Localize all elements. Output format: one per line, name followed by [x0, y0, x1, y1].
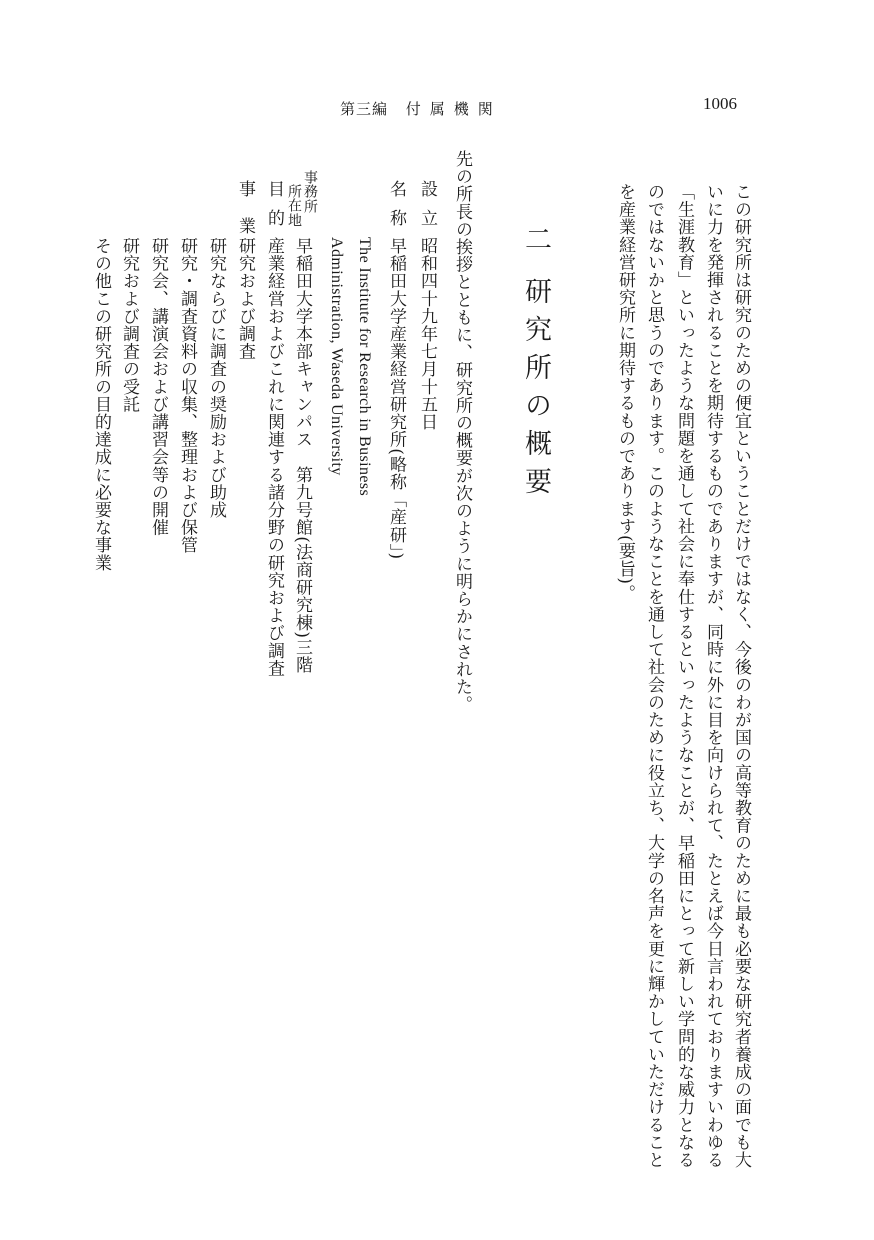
intro-line-4: のではないかと思うのであります。このようなことを通して社会のために役立ち、大学の名声を更に輝かしていただけること [644, 183, 664, 1169]
page-number: 1006 [703, 94, 737, 113]
label-established: 設立 [417, 180, 437, 238]
label-office-4: 地 [286, 213, 302, 227]
label-office-2: 所 [302, 199, 318, 213]
lead-sentence: 先の所長の挨拶とともに、研究所の概要が次のように明らかにされた。 [452, 150, 472, 714]
intro-line-5: を産業経営研究所に期待するものであります(要旨)。 [615, 183, 635, 603]
running-header [340, 98, 502, 119]
label-business: 事業 [235, 180, 255, 254]
business-item-3: 研究・調査資料の収集、整理および保管 [177, 237, 197, 554]
intro-line-1: この研究所は研究のための便宜ということだけではなく、今後のわが国の高等教育のために最も必要な研究者養成の面でも大 [731, 183, 751, 1169]
business-item-6: その他この研究所の目的達成に必要な事業 [91, 237, 111, 572]
intro-line-3: 「生涯教育」といったような問題を通して社会に奉仕するといったようなことが、早稲田にとって新しい学問的な威力となる [674, 183, 694, 1169]
label-office-3: 所在 [286, 184, 302, 212]
label-purpose: 目的 [264, 180, 284, 238]
business-item-5: 研究および調査の受託 [119, 237, 139, 413]
header-part: 第三編 [340, 100, 389, 118]
business-item-2: 研究ならびに調査の奨励および助成 [206, 237, 226, 519]
value-office: 早稲田大学本部キャンパス 第九号館(法商研究棟)三階 [292, 237, 312, 674]
value-name-english-2: Administration, Waseda University [328, 237, 345, 476]
value-name-english-1: The Institute for Research in Business [356, 237, 373, 497]
header-section: 付属機関 [405, 100, 502, 118]
section-title [522, 225, 549, 505]
value-established: 昭和四十九年七月十五日 [417, 237, 437, 431]
value-purpose: 産業経営およびこれに関連する諸分野の研究および調査 [264, 237, 284, 677]
business-item-4: 研究会、講演会および講習会等の開催 [148, 237, 168, 537]
section-title-text: 研究所の概要 [520, 277, 551, 505]
label-office-1: 事務 [302, 170, 318, 198]
value-name: 早稲田大学産業経営研究所(略称「産研」) [386, 237, 406, 560]
intro-line-2: いに力を発揮されることを期待するものでありますが、同時に外に目を向けられて、たとえば今日言われておりますいわゆる [703, 183, 723, 1169]
business-item-1: 研究および調査 [235, 237, 255, 361]
section-number: 二 [520, 225, 551, 263]
label-name: 名称 [386, 180, 406, 238]
